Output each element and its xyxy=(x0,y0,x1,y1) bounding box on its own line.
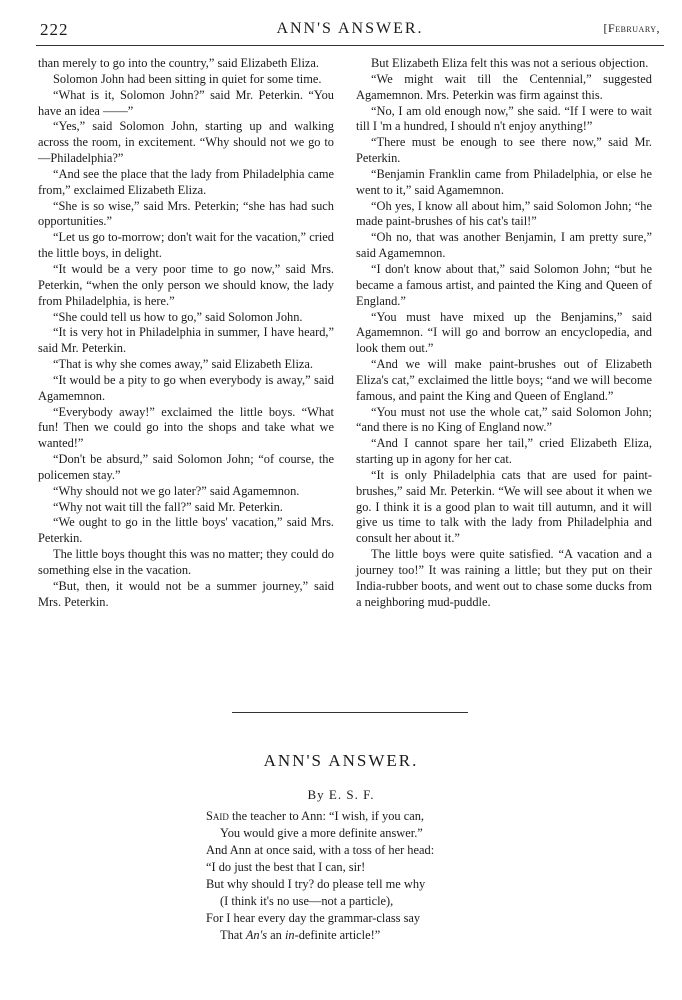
paragraph: Solomon John had been sitting in quiet for some time. xyxy=(53,71,322,86)
poem-line: You would give a more definite answer.” xyxy=(220,826,423,840)
paragraph: “Don't be absurd,” said Solomon John; “of course, the policemen stay.” xyxy=(38,452,334,482)
page-number: 222 xyxy=(40,20,69,39)
paragraph: The little boys were quite satisfied. “A vacation and a journey too!” It was raining a little; but they put on their India-rubber boots, and went out to chase some ducks from a neighboring mud-puddle. xyxy=(356,547,652,609)
paragraph: “You must have mixed up the Benjamins,” said Agamemnon. “I will go and borrow an encyclopedia, and look them out.” xyxy=(356,309,652,356)
paragraph: “Oh yes, I know all about him,” said Solomon John; “he made paint-brushes of his cat's tail!” xyxy=(356,198,652,229)
paragraph: “Oh no, that was another Benjamin, I am pretty sure,” said Agamemnon. xyxy=(356,230,652,261)
paragraph: “Everybody away!” exclaimed the little boys. “What fun! Then we could go into the shops and take what we wanted!” xyxy=(38,404,334,451)
paragraph: “It is very hot in Philadelphia in summer, I have heard,” said Mr. Peterkin. xyxy=(38,325,334,356)
poem-line: (I think it's no use—not a particle), xyxy=(220,894,394,908)
poem-text: an xyxy=(267,928,285,942)
paragraph: “Yes,” said Solomon John, starting up and walking across the room, in excitement. “Why should not we go to—Philadelphia?” xyxy=(38,119,334,166)
paragraph: “Benjamin Franklin came from Philadelphia, or else he went to it,” said Agamemnon. xyxy=(356,166,652,197)
paragraph: “And I cannot spare her tail,” cried Elizabeth Eliza, starting up in agony for her cat. xyxy=(356,436,652,467)
header-rule xyxy=(36,45,664,46)
poem-italic-ans: An's xyxy=(245,928,268,942)
paragraph: But Elizabeth Eliza felt this was not a serious objection. xyxy=(371,56,649,70)
poem-line: For I hear every day the grammar-class say xyxy=(206,911,421,925)
paragraph: “Why not wait till the fall?” said Mr. Peterkin. xyxy=(53,499,283,514)
poem-line: “I do just the best that I can, sir! xyxy=(206,860,366,874)
poem-line: But why should I try? do please tell me why xyxy=(206,877,426,891)
paragraph: “It would be a pity to go when everybody is away,” said Agamemnon. xyxy=(38,372,334,403)
poem-title: ANN'S ANSWER. xyxy=(263,751,419,770)
paragraph: “That is why she comes away,” said Elizabeth Eliza. xyxy=(53,357,313,372)
right-column xyxy=(356,56,652,611)
paragraph: “It is only Philadelphia cats that are used for paint-brushes,” said Mr. Peterkin. “We will see about it when we go. I think it is a good plan to wait till autumn, and it will give us time to talk with the lady from Philadelphia and consult her about it.” xyxy=(356,467,652,546)
paragraph: The little boys thought this was no matter; they could do something else in the vacation. xyxy=(38,547,334,577)
poem-italic-in: in xyxy=(284,928,295,942)
paragraph: “And we will make paint-brushes out of Elizabeth Eliza's cat,” exclaimed the little boys; “and we will become famous, and paint the King and Queen of England.” xyxy=(356,357,652,403)
poem-body xyxy=(206,808,536,944)
paragraph: “What is it, Solomon John?” said Mr. Peterkin. “You have an idea ——” xyxy=(38,87,334,118)
poem-line xyxy=(206,808,536,825)
month-label: [February, xyxy=(603,21,660,35)
poem-line xyxy=(206,927,536,944)
left-column xyxy=(38,56,334,611)
paragraph: “But, then, it would not be a summer journey,” said Mrs. Peterkin. xyxy=(38,578,334,609)
running-head xyxy=(40,20,660,40)
paragraph: “I don't know about that,” said Solomon John; “but he became a famous artist, and painted the King and Queen of England.” xyxy=(356,261,652,308)
paragraph: “We ought to go in the little boys' vacation,” said Mrs. Peterkin. xyxy=(38,515,334,546)
poem-text: That xyxy=(220,928,246,942)
paragraph: “You must not use the whole cat,” said Solomon John; “and there is no King of England now.” xyxy=(356,404,652,435)
poem-byline: By E. S. F. xyxy=(307,787,375,802)
paragraph: “We might wait till the Centennial,” suggested Agamemnon. Mrs. Peterkin was firm against this. xyxy=(356,71,652,102)
section-divider xyxy=(232,712,468,713)
poem-text: -definite article!” xyxy=(294,928,381,942)
running-title: ANN'S ANSWER. xyxy=(276,20,424,37)
paragraph: “It would be a very poor time to go now,” said Mrs. Peterkin, “when the only person we should know, the lady from Philadelphia, is here.” xyxy=(38,261,334,308)
paragraph: “She could tell us how to go,” said Solomon John. xyxy=(53,309,303,324)
poem-line: And Ann at once said, with a toss of her head: xyxy=(206,843,435,857)
poem-first-word: Said xyxy=(206,809,229,823)
paragraph: “Let us go to-morrow; don't wait for the vacation,” cried the little boys, in delight. xyxy=(38,230,334,261)
paragraph: than merely to go into the country,” said Elizabeth Eliza. xyxy=(38,56,319,70)
paragraph: “She is so wise,” said Mrs. Peterkin; “she has had such opportunities.” xyxy=(38,198,334,229)
poem-line-text: the teacher to Ann: “I wish, if you can, xyxy=(228,809,424,823)
paragraph: “There must be enough to see there now,” said Mr. Peterkin. xyxy=(356,135,652,166)
paragraph: “And see the place that the lady from Philadelphia came from,” exclaimed Elizabeth Eliza. xyxy=(38,166,334,197)
paragraph: “Why should not we go later?” said Agamemnon. xyxy=(53,483,300,498)
paragraph: “No, I am old enough now,” she said. “If I were to wait till I 'm a hundred, I should n't enjoy anything!” xyxy=(356,103,652,134)
